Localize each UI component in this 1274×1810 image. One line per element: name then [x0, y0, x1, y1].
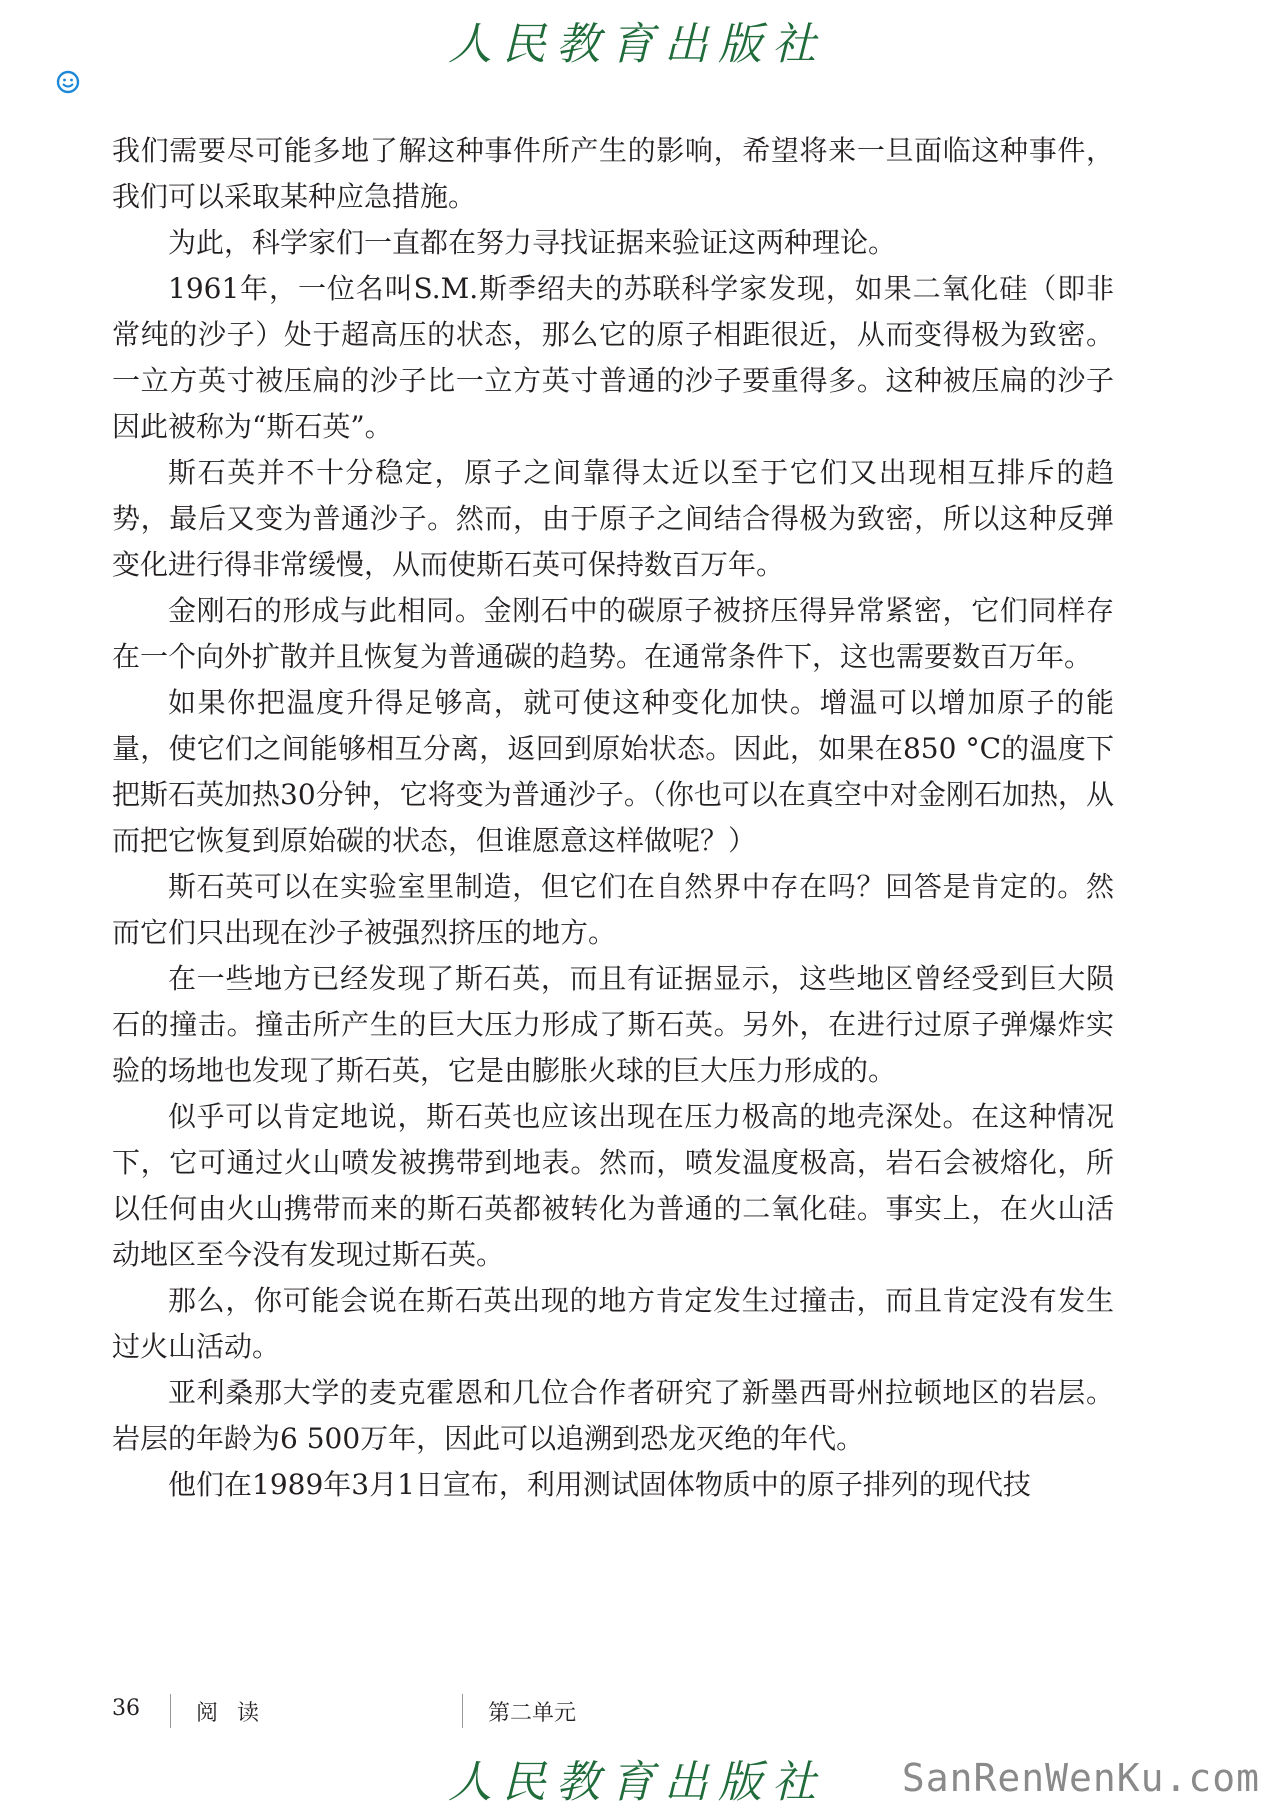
footer-publisher-logo: 人民教育出版社	[448, 1757, 826, 1808]
paragraph: 亚利桑那大学的麦克霍恩和几位合作者研究了新墨西哥州拉顿地区的岩层。岩层的年龄为6 500万年，因此可以追溯到恐龙灭绝的年代。	[112, 1376, 1114, 1455]
watermark: SanRenWenKu.com	[901, 1756, 1260, 1800]
article-body	[112, 128, 1114, 1508]
footer-divider	[462, 1694, 463, 1728]
paragraph: 我们需要尽可能多地了解这种事件所产生的影响，希望将来一旦面临这种事件，我们可以采取某种应急措施。	[112, 134, 1114, 213]
footer-unit-label: 第二单元	[488, 1701, 577, 1726]
header-publisher-logo: 人民教育出版社	[448, 19, 826, 70]
paragraph: 斯石英并不十分稳定，原子之间靠得太近以至于它们又出现相互排斥的趋势，最后又变为普通沙子。然而，由于原子之间结合得极为致密，所以这种反弹变化进行得非常缓慢，从而使斯石英可保持数百万年。	[112, 456, 1114, 581]
paragraph: 1961年，一位名叫S.M.斯季绍夫的苏联科学家发现，如果二氧化硅（即非常纯的沙子）处于超高压的状态，那么它的原子相距很近，从而变得极为致密。一立方英寸被压扁的沙子比一立方英寸普通的沙子要重得多。这种被压扁的沙子因此被称为“斯石英”。	[112, 272, 1114, 443]
smiley-icon	[56, 70, 80, 94]
paragraph: 他们在1989年3月1日宣布，利用测试固体物质中的原子排列的现代技	[168, 1468, 1031, 1501]
footer-section-label: 阅 读	[196, 1701, 265, 1726]
page-footer	[112, 1696, 1112, 1736]
paragraph: 斯石英可以在实验室里制造，但它们在自然界中存在吗？回答是肯定的。然而它们只出现在沙子被强烈挤压的地方。	[112, 870, 1114, 949]
paragraph: 似乎可以肯定地说，斯石英也应该出现在压力极高的地壳深处。在这种情况下，它可通过火山喷发被携带到地表。然而，喷发温度极高，岩石会被熔化，所以任何由火山携带而来的斯石英都被转化为普通的二氧化硅。事实上，在火山活动地区至今没有发现过斯石英。	[112, 1100, 1114, 1271]
paragraph: 在一些地方已经发现了斯石英，而且有证据显示，这些地区曾经受到巨大陨石的撞击。撞击所产生的巨大压力形成了斯石英。另外，在进行过原子弹爆炸实验的场地也发现了斯石英，它是由膨胀火球的巨大压力形成的。	[112, 962, 1114, 1087]
paragraph: 如果你把温度升得足够高，就可使这种变化加快。增温可以增加原子的能量，使它们之间能够相互分离，返回到原始状态。因此，如果在850 °C的温度下把斯石英加热30分钟，它将变为普通沙子。（你也可以在真空中对金刚石加热，从而把它恢复到原始碳的状态，但谁愿意这样做呢？）	[112, 686, 1114, 857]
paragraph: 金刚石的形成与此相同。金刚石中的碳原子被挤压得异常紧密，它们同样存在一个向外扩散并且恢复为普通碳的趋势。在通常条件下，这也需要数百万年。	[112, 594, 1114, 673]
footer-divider	[170, 1694, 171, 1728]
paragraph: 为此，科学家们一直都在努力寻找证据来验证这两种理论。	[168, 226, 897, 259]
page-number: 36	[112, 1696, 140, 1721]
paragraph: 那么，你可能会说在斯石英出现的地方肯定发生过撞击，而且肯定没有发生过火山活动。	[112, 1284, 1114, 1363]
